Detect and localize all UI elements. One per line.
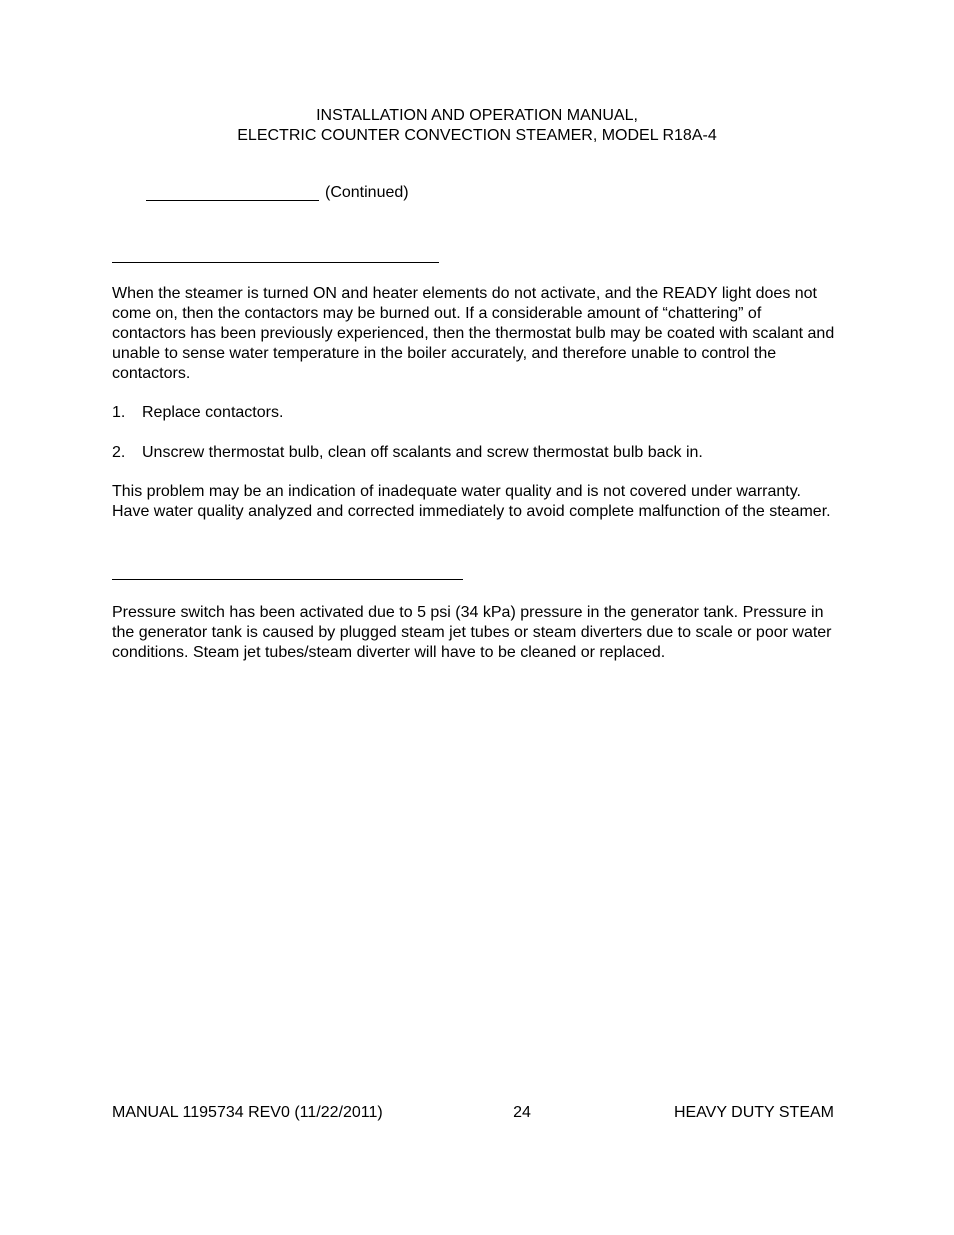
section-heading-rule xyxy=(112,262,439,263)
continued-heading-rule xyxy=(146,200,319,201)
document-title: INSTALLATION AND OPERATION MANUAL, xyxy=(316,107,638,124)
list-item-text: Unscrew thermostat bulb, clean off scalants and screw thermostat bulb back in. xyxy=(142,444,703,461)
section-paragraph: When the steamer is turned ON and heater elements do not activate, and the READY light does not come on, then the contactors may be burned out. If a considerable amount of “chattering” of contactors has been previously experienced, then the thermostat bulb may be coated with scalant and unable to sense water temperature in the boiler accurately, and therefore unable to control the contactors. xyxy=(112,285,835,382)
list-item xyxy=(112,443,703,463)
document-subtitle: ELECTRIC COUNTER CONVECTION STEAMER, MODEL R18A-4 xyxy=(237,127,717,144)
list-item xyxy=(112,403,283,423)
footer-brand: HEAVY DUTY STEAM xyxy=(673,1104,834,1121)
list-item-number: 1. xyxy=(112,404,126,421)
footer-page-number: 24 xyxy=(513,1104,531,1121)
list-item-text: Replace contactors. xyxy=(142,404,284,421)
section-paragraph: Pressure switch has been activated due to 5 psi (34 kPa) pressure in the generator tank. Pressure in the generator tank is caused by plugged steam jet tubes or steam diverters due to scale or poor water conditions. Steam jet tubes/steam diverter will have to be cleaned or replaced. xyxy=(112,604,832,661)
section-heading-rule xyxy=(112,579,463,580)
warranty-note: This problem may be an indication of inadequate water quality and is not covered under warranty. Have water quality analyzed and corrected immediately to avoid complete malfunction of the steamer. xyxy=(112,483,831,520)
list-item-number: 2. xyxy=(112,444,126,461)
continued-label: (Continued) xyxy=(325,184,409,201)
footer-manual-number: MANUAL 1195734 REV0 (11/22/2011) xyxy=(112,1104,383,1121)
